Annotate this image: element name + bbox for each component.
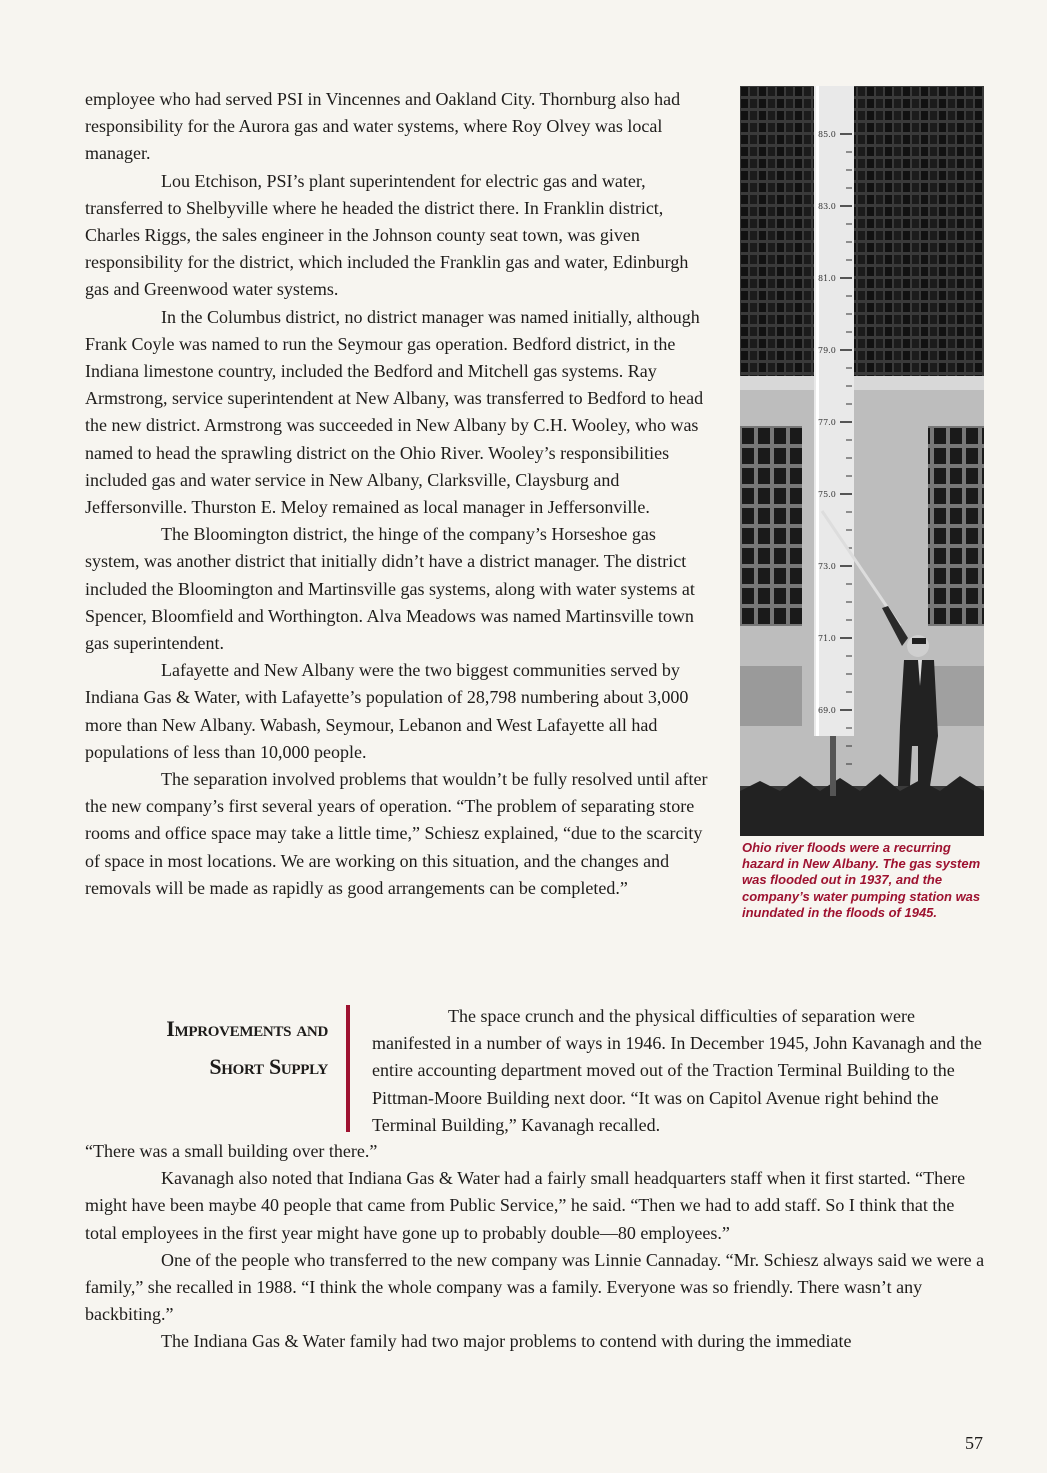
paragraph: Kavanagh also noted that Indiana Gas & Water had a fairly small headquarters staff when it first started. “There might have been maybe 40 people that came from Public Service,” he said. “Then we had to add staff. So I think that the total employees in the first year might have gone up to probably double—80 employees.” — [85, 1168, 966, 1243]
gauge-label: 73.0 — [818, 562, 836, 571]
paragraph: The Bloomington district, the hinge of the company’s Horseshoe gas system, was another district that initially didn’t have a district manager. The district included the Bloomington and Martinsville gas systems, along with water systems at Spencer, Bloomfield and Worthington. Alva Meadows was named Martinsville town gas superintendent. — [85, 524, 695, 654]
gauge-label: 83.0 — [818, 202, 836, 211]
flood-gauge-photo — [740, 86, 984, 836]
paragraph: The separation involved problems that wouldn’t be fully resolved until after the new company’s first several years of operation. “The problem of separating store rooms and office space may take a little time,” Schiesz explained, “due to the scarcity of space in most locations. We are working on this situation, and the changes and removals will be made as rapidly as good arrangements can be completed.” — [85, 769, 708, 898]
flood-gauge-photo-image — [740, 86, 984, 836]
photo-caption — [742, 840, 992, 921]
gauge-label: 77.0 — [818, 418, 836, 427]
paragraph: The space crunch and the physical difficulties of separation were manifested in a number of ways in 1946. In December 1945, John Kavanagh and the entire accounting department moved out of the Traction Terminal Building to the Pittman-Moore Building next door. “It was on Capitol Avenue right behind the Terminal Building,” Kavanagh recalled. — [372, 1006, 982, 1135]
heading-line-1: Improvements and — [166, 1016, 328, 1041]
heading-rule — [346, 1005, 350, 1132]
heading-line-2: Short Supply — [209, 1054, 328, 1079]
section-first-paragraph — [372, 1003, 982, 1139]
page-number: 57 — [965, 1433, 983, 1453]
paragraph: In the Columbus district, no district manager was named initially, although Frank Coyle was named to run the Seymour gas operation. Bedford district, in the Indiana limestone country, included the Bedford and Mitchell gas systems. Ray Armstrong, service superintendent at New Albany, was transferred to Bedford to head the new district. Armstrong was succeeded in New Albany by C.H. Wooley, who was named to head the sprawling district on the Ohio River. Wooley’s responsibilities included gas and water service in New Albany, Clarksville, Claysburg and Jeffersonville. Thurston E. Meloy remained as local manager in Jeffersonville. — [85, 306, 704, 518]
paragraph: The Indiana Gas & Water family had two major problems to contend with during the immediate — [161, 1331, 852, 1352]
paragraph: Lou Etchison, PSI’s plant superintendent for electric gas and water, transferred to Shelbyville where he headed the district there. In Franklin district, Charles Riggs, the sales engineer in the Johnson county seat town, was given responsibility for the district, which included the Franklin gas and water, Edinburgh gas and Greenwood water systems. — [85, 170, 689, 300]
body-text-bottom — [85, 1138, 985, 1356]
caption-text: Ohio river floods were a recurring hazard in New Albany. The gas system was flooded out in 1937, and the company’s water pumping station was inundated in the floods of 1945. — [742, 840, 981, 920]
paragraph: employee who had served PSI in Vincennes and Oakland City. Thornburg also had responsibility for the Aurora gas and water systems, where Roy Olvey was local manager. — [85, 89, 681, 164]
gauge-label: 75.0 — [818, 490, 836, 499]
paragraph: Lafayette and New Albany were the two biggest communities served by Indiana Gas & Water, with Lafayette’s population of 28,798 numbering about 3,000 more than New Albany. Wabash, Seymour, Lebanon and West Lafayette all had populations of less than 10,000 people. — [85, 660, 689, 762]
gauge-label: 81.0 — [818, 274, 836, 283]
body-text-top — [85, 86, 710, 902]
gauge-label: 69.0 — [818, 706, 836, 715]
paragraph: One of the people who transferred to the new company was Linnie Cannaday. “Mr. Schiesz always said we were a family,” she recalled in 1988. “I think the whole company was a family. Everyone was so friendly. There wasn’t any backbiting.” — [85, 1249, 985, 1325]
gauge-label: 71.0 — [818, 634, 836, 643]
paragraph-continuation: “There was a small building over there.” — [85, 1141, 378, 1161]
gauge-label: 85.0 — [818, 130, 836, 139]
section-heading — [88, 1010, 328, 1086]
gauge-label: 79.0 — [818, 346, 836, 355]
